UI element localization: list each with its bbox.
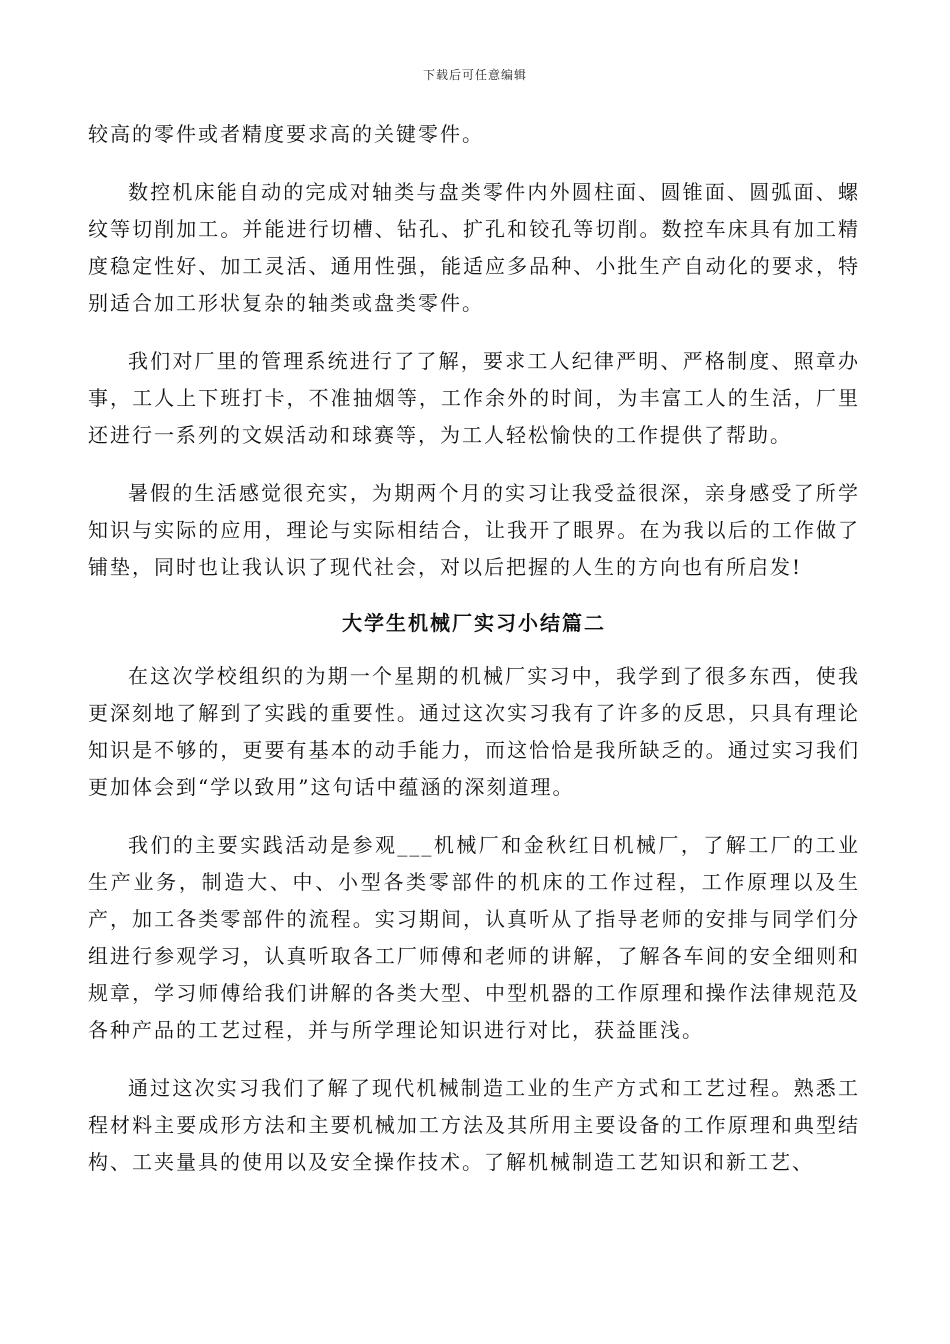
section-title: 大学生机械厂实习小结篇二 bbox=[342, 611, 606, 635]
paragraph: 数控机床能自动的完成对轴类与盘类零件内外圆柱面、圆锥面、圆弧面、螺纹等切削加工。并能进行切槽、钻孔、扩孔和铰孔等切削。数控车床具有加工精度稳定性好、加工灵活、通用性强，能适应多品种、小批生产自动化的要求，特别适合加工形状复杂的轴类或盘类零件。 bbox=[88, 180, 860, 315]
paragraph-continuation: 较高的零件或者精度要求高的关键零件。 bbox=[88, 122, 484, 146]
paragraph: 我们的主要实践活动是参观___机械厂和金秋红日机械厂，了解工厂的工业生产业务，制造大、中、小型各类零部件的机床的工作过程，工作原理以及生产，加工各类零部件的流程。实习期间，认真听从了指导老师的安排与同学们分组进行参观学习，认真听取各工厂师傅和老师的讲解，了解各车间的安全细则和规章，学习师傅给我们讲解的各类大型、中型机器的工作原理和操作法律规范及各种产品的工艺过程，并与所学理论知识进行对比，获益匪浅。 bbox=[88, 833, 860, 1042]
paragraph: 暑假的生活感觉很充实，为期两个月的实习让我受益很深，亲身感受了所学知识与实际的应用，理论与实际相结合，让我开了眼界。在为我以后的工作做了铺垫，同时也让我认识了现代社会，对以后把握的人生的方向也有所启发! bbox=[88, 481, 860, 579]
document-body bbox=[88, 116, 860, 1202]
page-header: 下载后可任意编辑 bbox=[422, 68, 527, 82]
paragraph: 在这次学校组织的为期一个星期的机械厂实习中，我学到了很多东西，使我更深刻地了解到了实践的重要性。通过这次实习我有了许多的反思，只具有理论知识是不够的，更要有基本的动手能力，而这恰恰是我所缺乏的。通过实习我们更加体会到“学以致用”这句话中蕴涵的深刻道理。 bbox=[88, 664, 860, 799]
paragraph: 通过这次实习我们了解了现代机械制造工业的生产方式和工艺过程。熟悉工程材料主要成形方法和主要机械加工方法及其所用主要设备的工作原理和典型结构、工夹量具的使用以及安全操作技术。了解机械制造工艺知识和新工艺、 bbox=[88, 1076, 860, 1174]
paragraph: 我们对厂里的管理系统进行了了解，要求工人纪律严明、严格制度、照章办事，工人上下班打卡，不准抽烟等，工作余外的时间，为丰富工人的生活，厂里还进行一系列的文娱活动和球赛等，为工人轻松愉快的工作提供了帮助。 bbox=[88, 349, 860, 447]
